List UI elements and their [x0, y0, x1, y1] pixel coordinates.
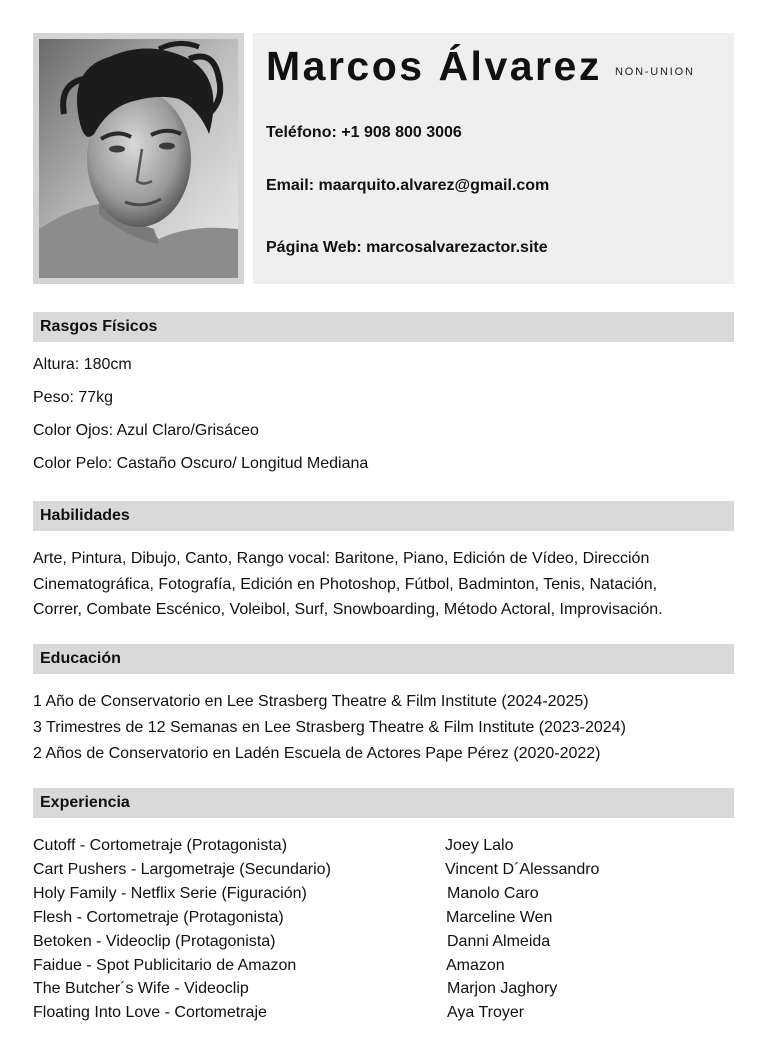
section-experience-header: Experiencia — [33, 788, 734, 818]
section-physical-header: Rasgos Físicos — [33, 312, 734, 342]
experience-title: Cutoff - Cortometraje (Protagonista) — [33, 837, 288, 854]
experience-row — [33, 861, 733, 883]
skills-paragraph — [33, 546, 733, 623]
experience-row — [33, 980, 733, 1002]
experience-director: Danni Almeida — [447, 933, 551, 950]
experience-director: Vincent D´Alessandro — [445, 861, 600, 878]
experience-row — [33, 885, 733, 907]
section-education-header: Educación — [33, 644, 734, 674]
experience-title: Flesh - Cortometraje (Protagonista) — [33, 909, 284, 926]
physical-hair-color: Color Pelo: Castaño Oscuro/ Longitud Mediana — [33, 455, 369, 472]
experience-row — [33, 933, 733, 955]
headshot-frame — [33, 33, 244, 284]
experience-director: Marceline Wen — [446, 909, 553, 926]
phone-text: Teléfono: +1 908 800 3006 — [266, 124, 462, 141]
experience-title: Holy Family - Netflix Serie (Figuración) — [33, 885, 307, 902]
experience-director: Manolo Caro — [447, 885, 539, 902]
email-text: Email: maarquito.alvarez@gmail.com — [266, 177, 550, 194]
experience-title: Cart Pushers - Largometraje (Secundario) — [33, 861, 331, 878]
experience-row — [33, 957, 733, 979]
header-panel — [253, 33, 734, 284]
experience-director: Amazon — [446, 957, 505, 974]
skills-line: Correr, Combate Escénico, Voleibol, Surf, Snowboarding, Método Actoral, Improvisación. — [33, 601, 663, 618]
section-skills-header: Habilidades — [33, 501, 734, 531]
skills-line: Arte, Pintura, Dibujo, Canto, Rango vocal: Baritone, Piano, Edición de Vídeo, Dirección — [33, 550, 650, 567]
experience-row — [33, 1004, 733, 1026]
experience-row — [33, 837, 733, 859]
education-item: 1 Año de Conservatorio en Lee Strasberg Theatre & Film Institute (2024-2025) — [33, 693, 589, 710]
union-status: NON-UNION — [615, 66, 695, 78]
experience-director: Marjon Jaghory — [447, 980, 558, 997]
website-text: Página Web: marcosalvarezactor.site — [266, 239, 548, 256]
physical-height: Altura: 180cm — [33, 356, 132, 373]
experience-title: The Butcher´s Wife - Videoclip — [33, 980, 249, 997]
experience-title: Betoken - Videoclip (Protagonista) — [33, 933, 276, 950]
physical-weight: Peso: 77kg — [33, 389, 114, 406]
education-item: 3 Trimestres de 12 Semanas en Lee Strasberg Theatre & Film Institute (2023-2024) — [33, 719, 626, 736]
experience-director: Joey Lalo — [445, 837, 514, 854]
experience-row — [33, 909, 733, 931]
actor-name: Marcos Álvarez — [266, 43, 602, 89]
experience-director: Aya Troyer — [447, 1004, 525, 1021]
skills-line: Cinematográfica, Fotografía, Edición en Photoshop, Fútbol, Badminton, Tenis, Natación, — [33, 575, 658, 593]
headshot-photo — [39, 39, 238, 278]
physical-eye-color: Color Ojos: Azul Claro/Grisáceo — [33, 422, 259, 439]
experience-title: Floating Into Love - Cortometraje — [33, 1004, 267, 1021]
education-item: 2 Años de Conservatorio en Ladén Escuela de Actores Pape Pérez (2020-2022) — [33, 745, 601, 762]
experience-title: Faidue - Spot Publicitario de Amazon — [33, 957, 297, 974]
